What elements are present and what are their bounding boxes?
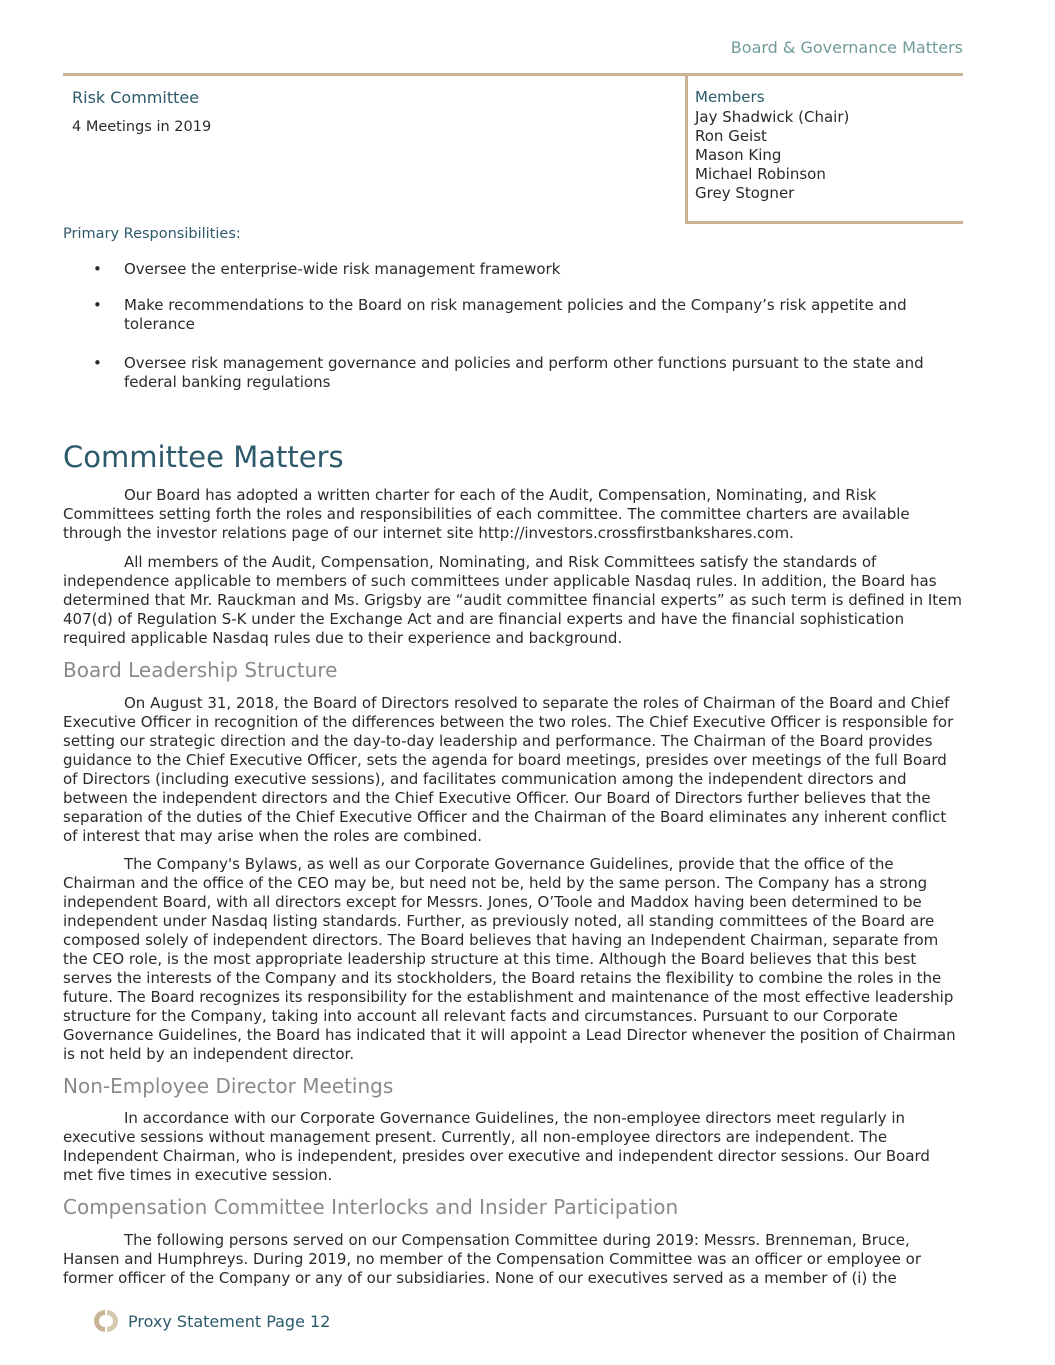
comp-interlocks-paragraph: The following persons served on our Compensation Committee during 2019: Messrs. Brenneman, Bruce, Hansen and Humphreys. During 2019, no member of the Compensation Committee was an officer or employee or former officer of the Company or any of our subsidiaries. None of our executives served as a member of (i) the [63, 1231, 922, 1287]
bullet-icon: • [93, 260, 102, 278]
list-item [63, 260, 963, 279]
committee-matters-title: Committee Matters [63, 440, 344, 474]
responsibilities-list [63, 260, 963, 392]
board-leadership-title: Board Leadership Structure [63, 658, 338, 682]
footer [92, 1308, 330, 1334]
responsibility-text: Make recommendations to the Board on risk management policies and the Company’s risk appetite and tolerance [124, 296, 907, 333]
board-leadership-paragraph: On August 31, 2018, the Board of Directors resolved to separate the roles of Chairman of the Board and Chief Executive Officer in recognition of the differences between the two roles. The Chief Executive Officer is responsible for setting our strategic direction and the day-to-day leadership and performance. The Chairman of the Board provides guidance to the Chief Executive Officer, sets the agenda for board meetings, presides over meetings of the full Board of Directors (including executive sessions), and facilitates communication among the independent directors and between the independent directors and the Chief Executive Officer. Our Board of Directors further believes that the separation of the duties of the Chief Executive Officer and the Chairman of the Board eliminates any inherent conflict of interest that may arise when the roles are combined. [63, 694, 954, 845]
risk-committee-title: Risk Committee [72, 88, 200, 107]
member-item: Mason King [695, 146, 782, 164]
list-item [63, 296, 963, 334]
top-rule [63, 73, 963, 76]
members-divider [685, 73, 688, 224]
responsibilities-heading: Primary Responsibilities: [63, 226, 241, 242]
member-item: Jay Shadwick (Chair) [695, 108, 850, 126]
committee-matters-paragraph: Our Board has adopted a written charter for each of the Audit, Compensation, Nominating, and Risk Committees setting forth the roles and responsibilities of each committee. The committee charters are available through the investor relations page of our internet site http://investors.crossfirstbankshares.com. [63, 486, 910, 542]
committee-matters-paragraph: All members of the Audit, Compensation, Nominating, and Risk Committees satisfy the standards of independence applicable to members of such committees under applicable Nasdaq rules. In addition, the Board has determined that Mr. Rauckman and Ms. Grigsby are “audit committee financial experts” as such term is defined in Item 407(d) of Regulation S-K under the Exchange Act and are financial experts and have the financial sophistication required applicable Nasdaq rules due to their experience and background. [63, 553, 963, 647]
member-item: Ron Geist [695, 127, 767, 145]
bullet-icon: • [93, 296, 102, 314]
section-header: Board & Governance Matters [730, 38, 963, 57]
risk-committee-meetings: 4 Meetings in 2019 [72, 119, 212, 135]
member-item: Grey Stogner [695, 184, 795, 202]
company-logo-icon [92, 1308, 118, 1334]
non-employee-paragraph: In accordance with our Corporate Governance Guidelines, the non-employee directors meet regularly in executive sessions without management present. Currently, all non-employee directors are independent. The Independent Chairman, who is independent, presides over executive and independent director sessions. Our Board met five times in executive session. [63, 1109, 930, 1184]
list-item [63, 354, 963, 392]
members-bottom-rule [685, 221, 963, 224]
members-list [695, 108, 849, 203]
responsibility-text: Oversee risk management governance and policies and perform other functions pursuant to the state and federal banking regulations [124, 354, 924, 391]
comp-interlocks-title: Compensation Committee Interlocks and Insider Participation [63, 1195, 679, 1219]
non-employee-title: Non-Employee Director Meetings [63, 1074, 394, 1098]
responsibility-text: Oversee the enterprise-wide risk management framework [124, 260, 561, 278]
board-leadership-paragraph: The Company's Bylaws, as well as our Corporate Governance Guidelines, provide that the office of the Chairman and the office of the CEO may be, but need not be, held by the same person. The Company has a strong independent Board, with all directors except for Messrs. Jones, O’Toole and Maddox having been determined to be independent under Nasdaq listing standards. Further, as previously noted, all standing committees of the Board are composed solely of independent directors. The Board believes that having an Independent Chairman, separate from the CEO role, is the most appropriate leadership structure at this time. Although the Board believes that this best serves the interests of the Company and its stockholders, the Board retains the flexibility to combine the roles in the future. The Board recognizes its responsibility for the establishment and maintenance of the most effective leadership structure for the Company, taking into account all relevant facts and circumstances. Pursuant to our Corporate Governance Guidelines, the Board has indicated that it will appoint a Lead Director whenever the position of Chairman is not held by an independent director. [63, 855, 956, 1063]
risk-committee-box [63, 73, 963, 224]
members-heading: Members [695, 88, 765, 106]
bullet-icon: • [93, 354, 102, 372]
footer-page-label: Proxy Statement Page 12 [128, 1311, 331, 1331]
member-item: Michael Robinson [695, 165, 826, 183]
